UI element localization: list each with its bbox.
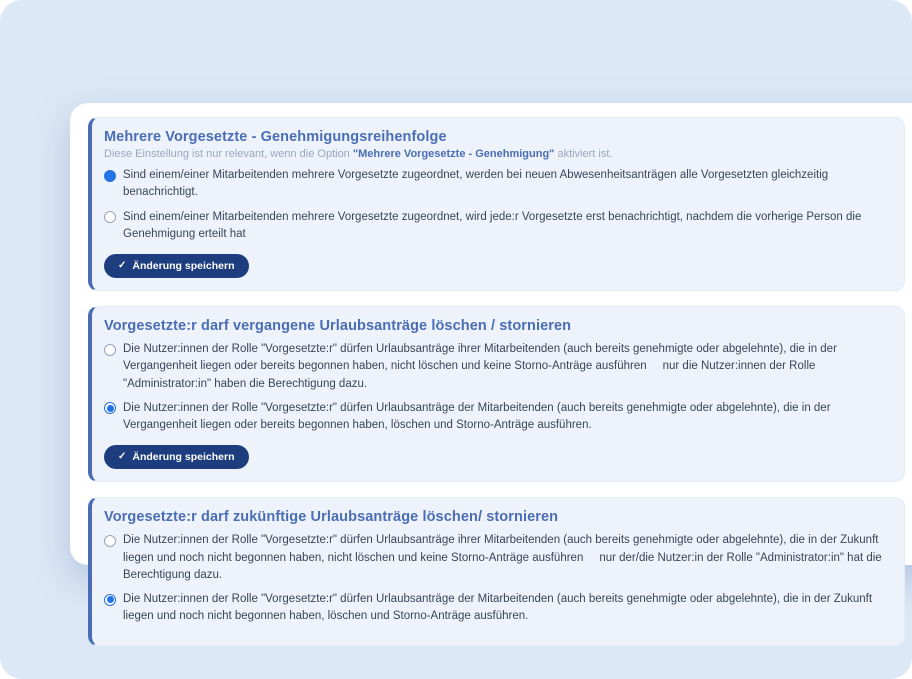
card-subtitle-prefix: Diese Einstellung ist nur relevant, wenn die Option (104, 148, 353, 160)
radio-button-selected[interactable] (104, 402, 116, 414)
check-icon: ✓ (118, 260, 127, 271)
radio-label: Die Nutzer:innen der Rolle "Vorgesetzte:r" dürfen Urlaubsanträge ihrer Mitarbeitenden (auch bereits genehmigte oder abgelehnte), die in der Vergangenheit liegen oder bereits begonnen haben, nicht löschen und keine Storno-Anträge ausführen nur die Nutzer:innen der Rolle "Administrator:in" haben die Berechtigung dazu. (123, 343, 837, 390)
save-button[interactable] (104, 445, 249, 469)
card-delete-future-requests (88, 497, 905, 645)
card-title: Vorgesetzte:r darf vergangene Urlaubsanträge löschen / stornieren (104, 318, 572, 334)
radio-label: Sind einem/einer Mitarbeitenden mehrere Vorgesetzte zugeordnet, werden bei neuen Abwesenheitsanträgen alle Vorgesetzten gleichzeitig benachrichtigt. (123, 169, 829, 199)
radio-label: Die Nutzer:innen der Rolle "Vorgesetzte:r" dürfen Urlaubsanträge der Mitarbeitenden (auch bereits genehmigte oder abgelehnte), die in der Zukunft liegen und noch nicht begonnen haben, löschen und Storno-Anträge ausführen. (123, 593, 873, 623)
radio-option[interactable] (104, 591, 888, 626)
radio-option[interactable] (104, 400, 888, 435)
radio-label: Die Nutzer:innen der Rolle "Vorgesetzte:r" dürfen Urlaubsanträge ihrer Mitarbeitenden (auch bereits genehmigte oder abgelehnte), die in der Zukunft liegen und noch nicht begonnen haben, nicht löschen und keine Storno-Anträge ausführen nur der/die Nutzer:in der Rolle "Administrator:in" hat die Berechtigung dazu. (123, 534, 882, 581)
radio-button[interactable] (104, 344, 116, 356)
card-delete-past-requests (88, 306, 905, 482)
radio-label: Die Nutzer:innen der Rolle "Vorgesetzte:r" dürfen Urlaubsanträge der Mitarbeitenden (auch bereits genehmigte oder abgelehnte), die in der Vergangenheit liegen oder bereits begonnen haben, löschen und Storno-Anträge ausführen. (123, 401, 831, 431)
radio-button-selected[interactable] (104, 170, 116, 182)
card-title: Vorgesetzte:r darf zukünftige Urlaubsanträge löschen/ stornieren (104, 509, 559, 526)
radio-option[interactable] (104, 341, 888, 393)
radio-button[interactable] (104, 211, 116, 223)
settings-panel (70, 103, 912, 623)
card-subtitle (104, 148, 888, 160)
save-button-label: Änderung speichern (132, 451, 235, 464)
radio-button-selected[interactable] (104, 594, 116, 606)
radio-option[interactable] (104, 209, 888, 244)
radio-label: Sind einem/einer Mitarbeitenden mehrere Vorgesetzte zugeordnet, wird jede:r Vorgesetzte erst benachrichtigt, nachdem die vorherige Person die Genehmigung erteilt hat (123, 210, 862, 240)
save-button-label: Änderung speichern (132, 260, 235, 272)
save-button[interactable] (104, 254, 249, 278)
radio-option[interactable] (104, 167, 888, 202)
card-subtitle-suffix: aktiviert ist. (554, 148, 613, 160)
radio-option[interactable] (104, 532, 888, 584)
card-title: Mehrere Vorgesetzte - Genehmigungsreihenfolge (104, 129, 447, 145)
card-approval-order (88, 117, 905, 291)
radio-button[interactable] (104, 535, 116, 547)
check-icon: ✓ (118, 451, 127, 463)
card-subtitle-highlight: "Mehrere Vorgesetzte - Genehmigung" (352, 148, 555, 160)
